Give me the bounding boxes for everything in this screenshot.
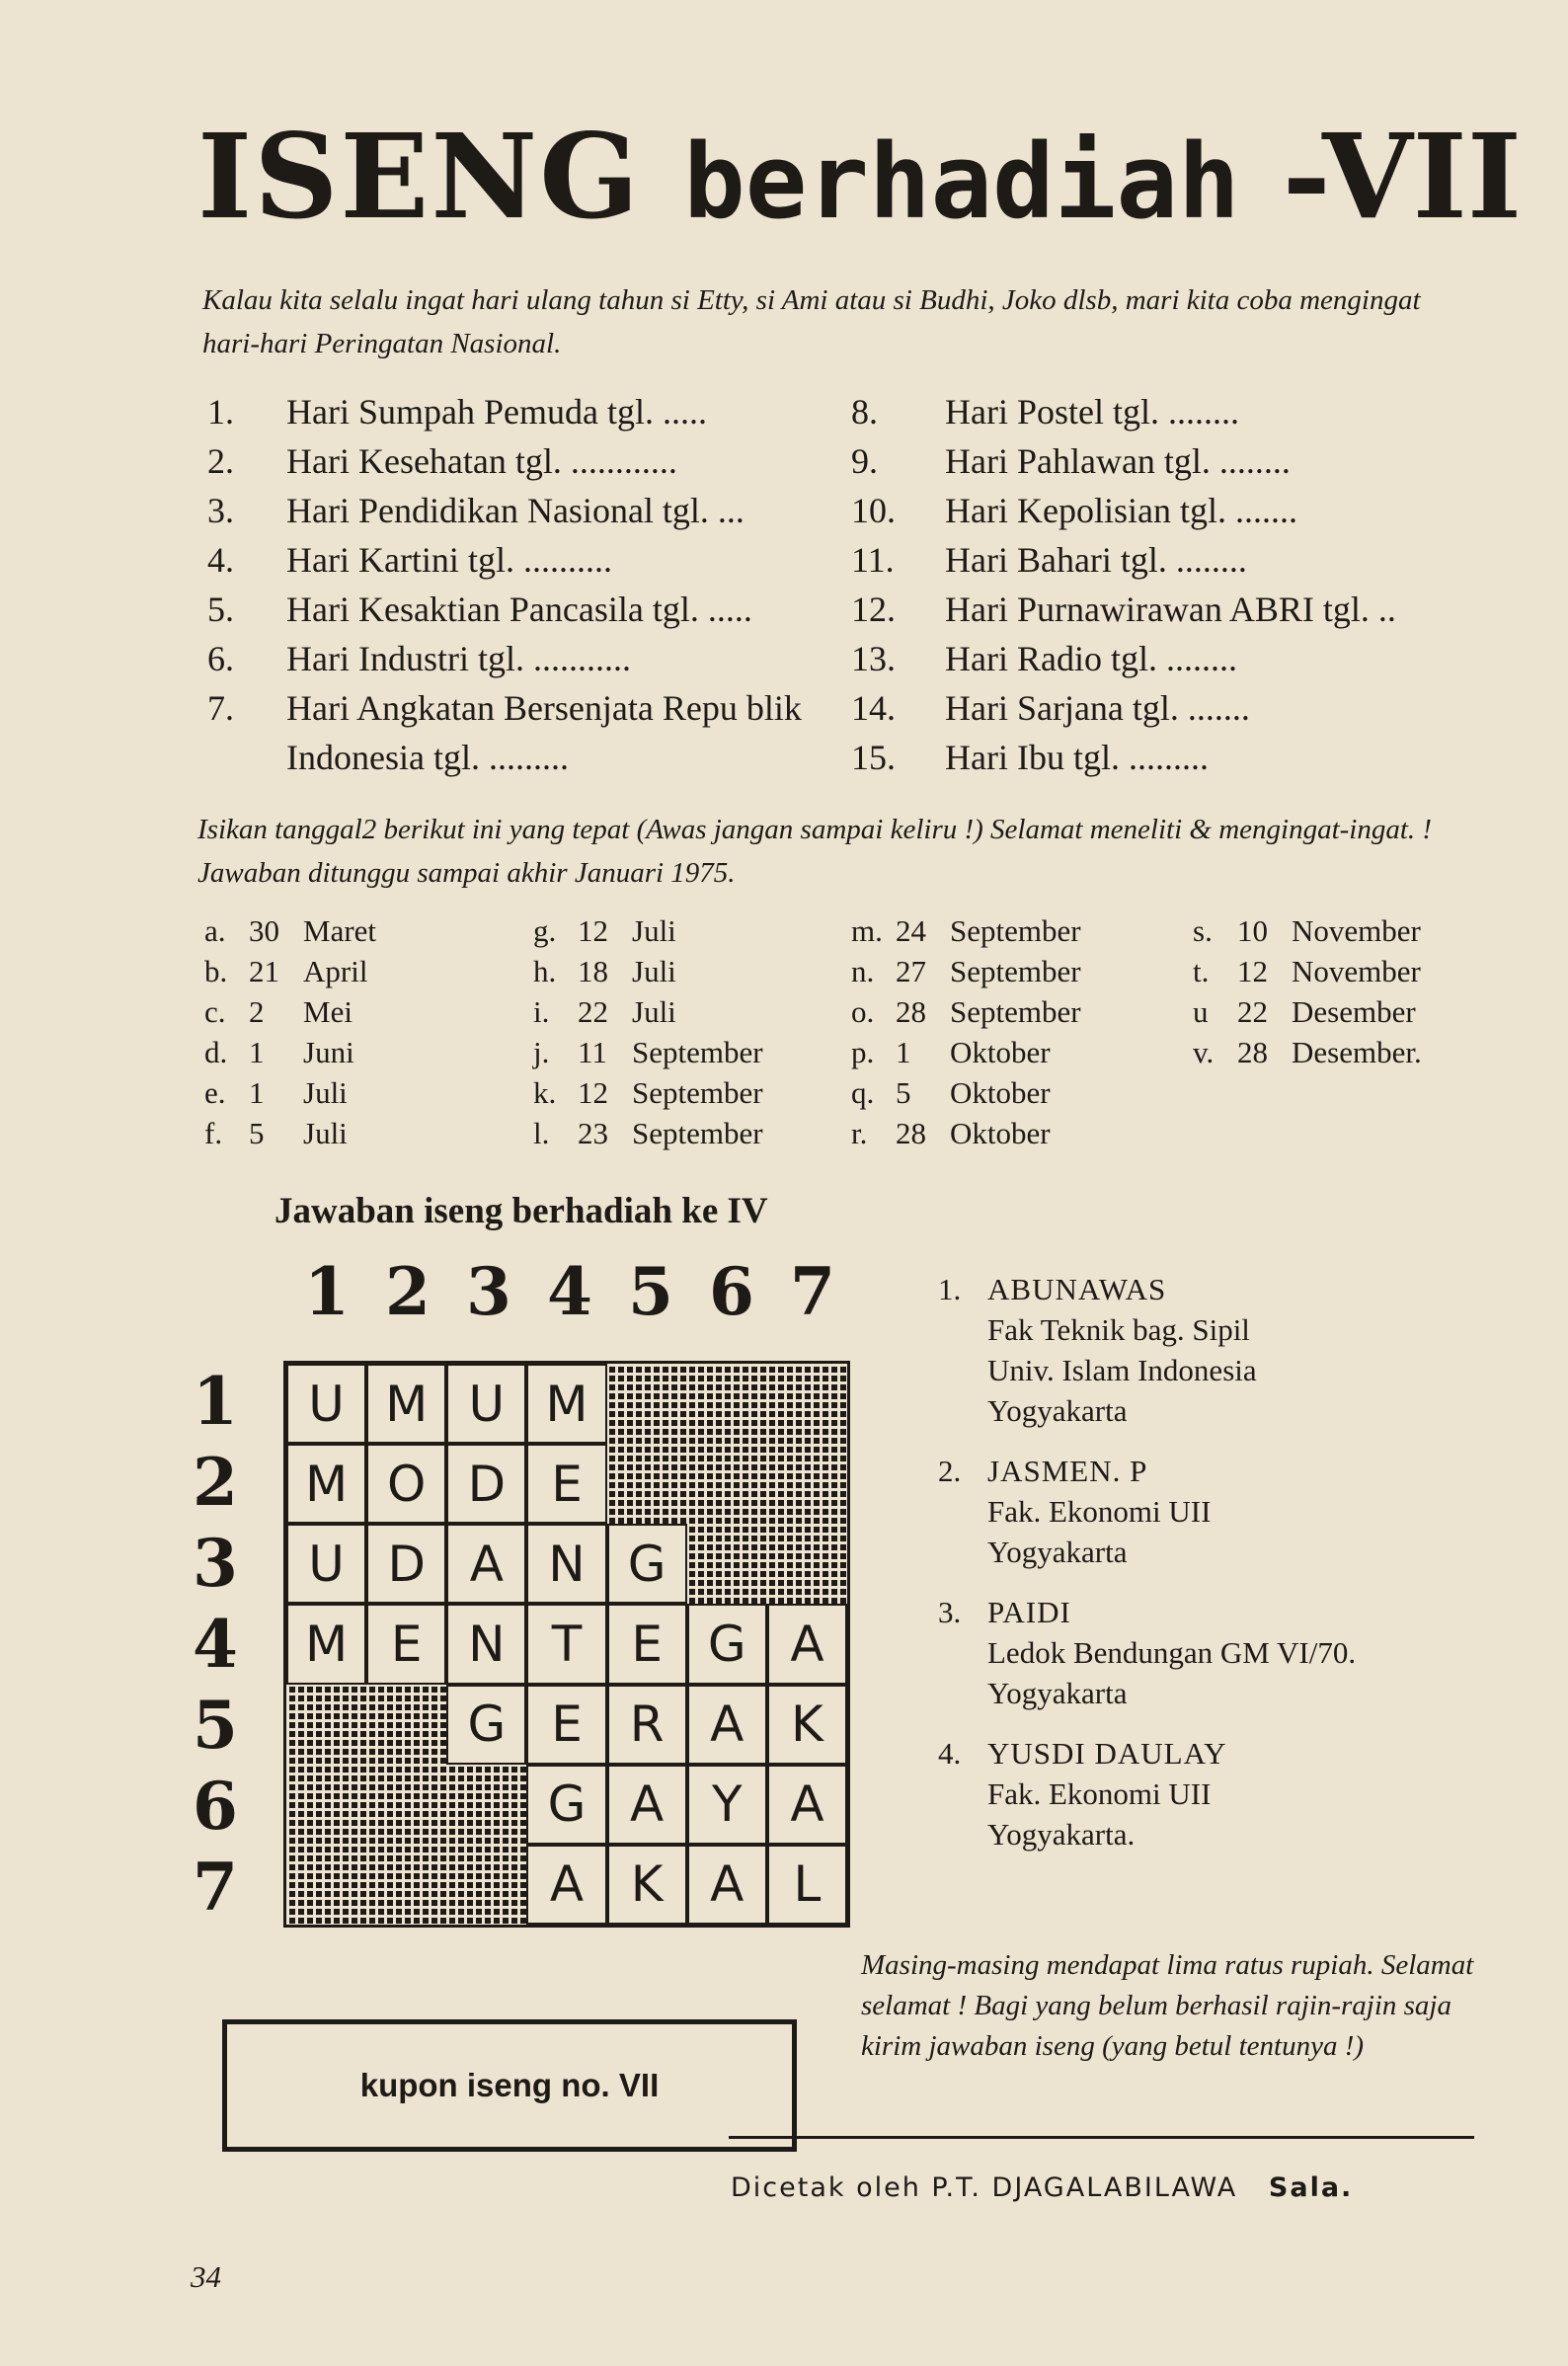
grid-blocked-cell (767, 1364, 847, 1444)
item-number: 3. (207, 491, 234, 530)
date-month: Desember (1292, 994, 1416, 1029)
instructions-text: Isikan tanggal2 berikut ini yang tepat (Awas jangan sampai keliru !) Selamat meneliti & mengingat-ingat. ! Jawaban ditunggu sampai akhir Januari 1975. (197, 814, 1433, 889)
date-letter: p. (851, 1035, 875, 1069)
date-month: Juli (303, 1116, 348, 1150)
national-day-item (851, 535, 1483, 585)
date-month: Mei (303, 994, 353, 1029)
item-label: Hari Sumpah Pemuda tgl. ..... (286, 392, 707, 432)
winner-number: 1. (938, 1272, 962, 1306)
date-day: 28 (896, 994, 926, 1029)
date-letter: u (1193, 994, 1209, 1029)
date-option (1193, 951, 1422, 991)
date-letter: i. (533, 994, 550, 1029)
date-letter: t. (1193, 954, 1210, 988)
grid-blocked-cell (767, 1524, 847, 1604)
column-number: 6 (709, 1253, 754, 1330)
winner-address-line: Ledok Bendungan GM VI/70. (987, 1635, 1357, 1670)
date-month: September (632, 1035, 763, 1069)
column-number: 4 (547, 1253, 592, 1330)
item-number: 10. (851, 491, 896, 530)
item-label: Hari Kesehatan tgl. ............ (286, 441, 677, 481)
date-letter: s. (1193, 913, 1213, 948)
grid-letter-cell: G (446, 1685, 526, 1765)
grid-letter-cell: G (526, 1765, 606, 1845)
winner-details (987, 1269, 1257, 1431)
intro-text: Kalau kita selalu ingat hari ulang tahun si Etty, si Ami atau si Budhi, Joko dlsb, mari kita coba mengingat hari-hari Peringatan Nasional. (202, 284, 1421, 359)
grid-blocked-cell (366, 1845, 446, 1925)
grid-letter-cell: A (446, 1524, 526, 1604)
column-number: 3 (466, 1253, 511, 1330)
row-number: 3 (193, 1525, 238, 1602)
item-number: 4. (207, 540, 234, 580)
grid-letter-cell: A (526, 1845, 606, 1925)
winner-address-line: Yogyakarta (987, 1676, 1128, 1710)
crossword-grid (283, 1361, 850, 1928)
grid-letter-cell: A (767, 1765, 847, 1845)
date-option (1193, 991, 1422, 1032)
winner-name: ABUNAWAS (987, 1272, 1167, 1306)
date-option (851, 910, 1081, 951)
column-number: 1 (304, 1253, 350, 1330)
grid-letter-cell: R (607, 1685, 687, 1765)
national-day-item (851, 387, 1483, 436)
item-number: 9. (851, 441, 878, 481)
grid-letter-cell: K (607, 1845, 687, 1925)
date-month: November (1292, 954, 1421, 988)
date-day: 2 (249, 994, 265, 1029)
item-number: 7. (207, 688, 234, 728)
grid-letter-cell: L (767, 1845, 847, 1925)
title-iseng: ISENG (197, 108, 641, 245)
date-option (204, 1113, 376, 1153)
date-day: 5 (249, 1116, 265, 1150)
item-number: 6. (207, 639, 234, 678)
prize-text: Masing-masing mendapat lima ratus rupiah. Selamat selamat ! Bagi yang belum berhasil rajin-rajin saja kirim jawaban iseng (yang betul tentunya !) (861, 1949, 1474, 2062)
item-label: Hari Kesaktian Pancasila tgl. ..... (286, 590, 752, 629)
date-option (533, 1113, 763, 1153)
grid-letter-cell: U (446, 1364, 526, 1444)
grid-letter-cell: N (526, 1524, 606, 1604)
winner-entry (938, 1451, 1356, 1572)
item-label: Hari Bahari tgl. ........ (945, 540, 1247, 580)
date-day: 22 (1237, 994, 1268, 1029)
grid-blocked-cell (366, 1685, 446, 1765)
date-month: Juni (303, 1035, 354, 1069)
date-option (851, 1072, 1081, 1113)
date-day: 23 (578, 1116, 608, 1150)
divider-line (729, 2136, 1474, 2139)
grid-blocked-cell (366, 1765, 446, 1845)
title-number: -VII (1282, 108, 1523, 245)
column-number: 5 (628, 1253, 673, 1330)
winner-address-line: Fak. Ekonomi UII (987, 1776, 1212, 1811)
winner-number: 3. (938, 1595, 962, 1629)
date-option (204, 1072, 376, 1113)
row-number: 7 (193, 1849, 238, 1926)
national-day-item (207, 486, 820, 535)
date-options-column (533, 910, 763, 1153)
grid-letter-cell: T (526, 1604, 606, 1684)
item-label: Hari Kepolisian tgl. ....... (945, 491, 1297, 530)
puzzle-row-numbers (193, 1361, 238, 1928)
national-day-item (851, 486, 1483, 535)
date-letter: o. (851, 994, 875, 1029)
date-option (533, 951, 763, 991)
grid-letter-cell: A (687, 1845, 767, 1925)
grid-blocked-cell (607, 1444, 687, 1524)
page-title (197, 108, 1523, 245)
date-month: Juli (632, 913, 676, 948)
winner-number: 2. (938, 1454, 962, 1488)
date-letter: e. (204, 1075, 226, 1110)
date-option (533, 1032, 763, 1072)
grid-letter-cell: U (286, 1364, 366, 1444)
item-label: Hari Pendidikan Nasional tgl. ... (286, 491, 745, 530)
date-day: 22 (578, 994, 608, 1029)
item-label: Hari Pahlawan tgl. ........ (945, 441, 1291, 481)
grid-letter-cell: A (687, 1685, 767, 1765)
grid-letter-cell: N (446, 1604, 526, 1684)
grid-blocked-cell (286, 1765, 366, 1845)
national-day-item (851, 733, 1483, 782)
winner-details (987, 1592, 1356, 1713)
item-number: 2. (207, 441, 234, 481)
winner-address-line: Univ. Islam Indonesia (987, 1353, 1257, 1387)
grid-letter-cell: G (687, 1604, 767, 1684)
item-number: 11. (851, 540, 895, 580)
grid-letter-cell: O (366, 1444, 446, 1524)
item-number: 15. (851, 738, 896, 777)
date-option (851, 1032, 1081, 1072)
date-month: September (632, 1116, 763, 1150)
title-berhadiah: berhadiah (683, 121, 1240, 242)
winner-details (987, 1733, 1227, 1854)
date-letter: d. (204, 1035, 228, 1069)
winner-name: JASMEN. P (987, 1454, 1148, 1488)
national-day-item (851, 585, 1483, 634)
winner-name: YUSDI DAULAY (987, 1736, 1227, 1771)
grid-blocked-cell (446, 1765, 526, 1845)
date-month: Juli (632, 954, 676, 988)
item-label: Hari Purnawirawan ABRI tgl. .. (945, 590, 1396, 629)
national-day-item (851, 683, 1483, 733)
grid-letter-cell: E (607, 1604, 687, 1684)
date-option (1193, 910, 1422, 951)
grid-letter-cell: A (607, 1765, 687, 1845)
winner-address-line: Yogyakarta. (987, 1817, 1136, 1852)
date-day: 12 (1237, 954, 1268, 988)
date-day: 10 (1237, 913, 1268, 948)
date-letter: v. (1193, 1035, 1215, 1069)
winner-entry (938, 1269, 1356, 1431)
grid-blocked-cell (286, 1685, 366, 1765)
date-month: September (950, 994, 1081, 1029)
winner-number: 4. (938, 1736, 962, 1771)
column-number: 7 (790, 1253, 835, 1330)
winner-address-line: Yogyakarta (987, 1535, 1128, 1569)
date-month: April (303, 954, 368, 988)
national-days-list-left (207, 387, 820, 782)
printer-credit (731, 2172, 1353, 2203)
date-day: 5 (896, 1075, 911, 1110)
date-month: Desember. (1292, 1035, 1422, 1069)
winners-list (938, 1269, 1356, 1874)
date-day: 30 (249, 913, 279, 948)
date-month: Juli (303, 1075, 348, 1110)
date-option (533, 991, 763, 1032)
date-options-column (1193, 910, 1422, 1072)
date-month: September (632, 1075, 763, 1110)
date-day: 28 (896, 1116, 926, 1150)
date-option (204, 991, 376, 1032)
grid-blocked-cell (687, 1444, 767, 1524)
date-letter: a. (204, 913, 226, 948)
winner-entry (938, 1592, 1356, 1713)
date-month: Maret (303, 913, 377, 948)
item-number: 14. (851, 688, 896, 728)
date-letter: n. (851, 954, 875, 988)
grid-letter-cell: E (366, 1604, 446, 1684)
row-number: 6 (193, 1768, 238, 1845)
date-option (204, 910, 376, 951)
date-letter: q. (851, 1075, 875, 1110)
date-letter: k. (533, 1075, 557, 1110)
row-number: 4 (193, 1606, 238, 1683)
grid-letter-cell: E (526, 1685, 606, 1765)
grid-blocked-cell (687, 1524, 767, 1604)
winner-address-line: Yogyakarta (987, 1393, 1128, 1428)
national-day-item (207, 585, 820, 634)
date-options-column (204, 910, 376, 1153)
puzzle-column-numbers (286, 1253, 853, 1330)
date-option (851, 951, 1081, 991)
national-day-item (207, 436, 820, 486)
column-number: 2 (385, 1253, 431, 1330)
grid-letter-cell: G (607, 1524, 687, 1604)
item-number: 1. (207, 392, 234, 432)
grid-letter-cell: U (286, 1524, 366, 1604)
date-letter: m. (851, 913, 883, 948)
date-month: September (950, 913, 1081, 948)
date-day: 12 (578, 913, 608, 948)
date-month: Juli (632, 994, 676, 1029)
item-label: Hari Ibu tgl. ......... (945, 738, 1209, 777)
item-number: 8. (851, 392, 878, 432)
date-day: 11 (578, 1035, 607, 1069)
answer-heading: Jawaban iseng berhadiah ke IV (274, 1191, 768, 1231)
grid-blocked-cell (446, 1845, 526, 1925)
item-label: Hari Radio tgl. ........ (945, 639, 1237, 678)
coupon-box (222, 2019, 797, 2152)
national-day-item (207, 683, 820, 782)
row-number: 1 (193, 1363, 238, 1440)
date-option (204, 1032, 376, 1072)
grid-letter-cell: E (526, 1444, 606, 1524)
grid-blocked-cell (607, 1364, 687, 1444)
date-letter: f. (204, 1116, 223, 1150)
item-label: Hari Kartini tgl. .......... (286, 540, 612, 580)
date-option (533, 1072, 763, 1113)
date-day: 1 (896, 1035, 911, 1069)
date-day: 12 (578, 1075, 608, 1110)
date-option (851, 1113, 1081, 1153)
grid-blocked-cell (687, 1364, 767, 1444)
national-day-item (207, 387, 820, 436)
item-label: Hari Industri tgl. ........... (286, 639, 631, 678)
date-day: 28 (1237, 1035, 1268, 1069)
row-number: 5 (193, 1687, 238, 1764)
printer-city: Sala. (1268, 2172, 1354, 2203)
date-month: November (1292, 913, 1421, 948)
date-month: Oktober (950, 1035, 1051, 1069)
date-letter: h. (533, 954, 557, 988)
winner-entry (938, 1733, 1356, 1854)
date-option (204, 951, 376, 991)
coupon-label: kupon iseng no. VII (359, 2067, 660, 2103)
date-month: September (950, 954, 1081, 988)
grid-blocked-cell (767, 1444, 847, 1524)
date-option (533, 910, 763, 951)
date-month: Oktober (950, 1075, 1051, 1110)
national-days-list-right (851, 387, 1483, 782)
item-number: 5. (207, 590, 234, 629)
winner-address-line: Fak. Ekonomi UII (987, 1494, 1212, 1529)
grid-letter-cell: Y (687, 1765, 767, 1845)
date-letter: g. (533, 913, 557, 948)
date-day: 27 (896, 954, 926, 988)
date-day: 18 (578, 954, 608, 988)
item-number: 13. (851, 639, 896, 678)
grid-letter-cell: D (446, 1444, 526, 1524)
date-letter: j. (533, 1035, 550, 1069)
national-day-item (851, 634, 1483, 683)
winner-name: PAIDI (987, 1595, 1071, 1629)
item-number: 12. (851, 590, 896, 629)
date-letter: c. (204, 994, 226, 1029)
grid-letter-cell: M (526, 1364, 606, 1444)
grid-letter-cell: M (286, 1444, 366, 1524)
item-label: Hari Angkatan Bersenjata Repu blik Indonesia tgl. ......... (286, 688, 802, 777)
date-letter: l. (533, 1116, 550, 1150)
date-option (851, 991, 1081, 1032)
date-letter: b. (204, 954, 228, 988)
winner-address-line: Fak Teknik bag. Sipil (987, 1312, 1250, 1347)
date-day: 1 (249, 1035, 265, 1069)
grid-blocked-cell (286, 1845, 366, 1925)
grid-letter-cell: K (767, 1685, 847, 1765)
date-option (1193, 1032, 1422, 1072)
page-number: 34 (191, 2259, 221, 2294)
date-letter: r. (851, 1116, 868, 1150)
date-month: Oktober (950, 1116, 1051, 1150)
grid-letter-cell: M (286, 1604, 366, 1684)
national-day-item (851, 436, 1483, 486)
date-day: 1 (249, 1075, 265, 1110)
national-day-item (207, 634, 820, 683)
date-day: 21 (249, 954, 279, 988)
item-label: Hari Sarjana tgl. ....... (945, 688, 1250, 728)
grid-letter-cell: M (366, 1364, 446, 1444)
row-number: 2 (193, 1444, 238, 1521)
item-label: Hari Postel tgl. ........ (945, 392, 1239, 432)
printer-name: Dicetak oleh P.T. DJAGALABILAWA (731, 2172, 1238, 2203)
winner-details (987, 1451, 1211, 1572)
date-options-column (851, 910, 1081, 1153)
national-day-item (207, 535, 820, 585)
grid-letter-cell: D (366, 1524, 446, 1604)
date-day: 24 (896, 913, 926, 948)
grid-letter-cell: A (767, 1604, 847, 1684)
